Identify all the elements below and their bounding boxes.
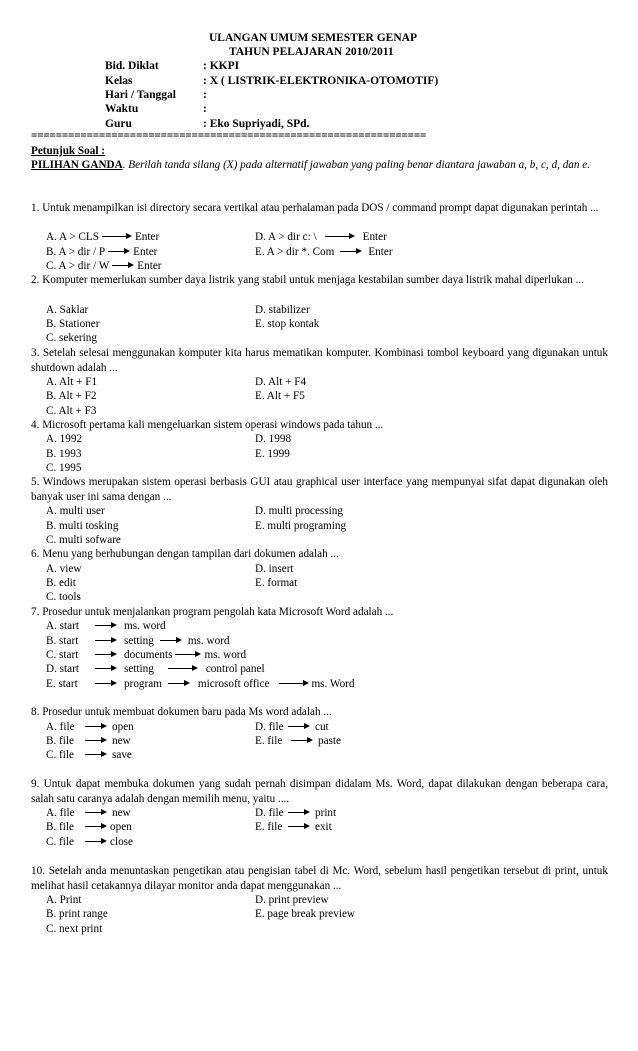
arrow-icon	[85, 750, 107, 760]
arrow-icon	[85, 808, 107, 818]
option-part: B. start	[46, 635, 79, 647]
instructions-paragraph	[31, 158, 608, 173]
question-2-option-e: E. stop kontak	[255, 318, 320, 330]
question-9-option-b	[46, 820, 132, 835]
option-part: exit	[315, 821, 332, 833]
option-part: microsoft office	[197, 678, 270, 690]
question-3-option-e: E. Alt + F5	[255, 390, 305, 402]
question-5-stem: 5. Windows merupakan sistem operasi berbasis GUI atau graphical user interface yang mempunyai sifat dapat digunakan oleh banyak user ini sama dengan ...	[31, 476, 608, 503]
option-part: B. file	[46, 735, 74, 747]
question-9-stem: 9. Untuk dapat membuka dokumen yang sudah pernah disimpan didalam Ms. Word, dapat dilakukan dengan beberapa cara, salah satu caranya adalah dengan memilih menu, yaitu ....	[31, 778, 608, 805]
arrow-icon	[95, 650, 117, 660]
instructions-text: . Berilah tanda silang (X) pada alternatif jawaban yang paling benar diantara jawaban a, b, c, d, dan e.	[122, 159, 591, 171]
question-10-option-a: A. Print	[46, 894, 82, 906]
arrow-icon	[288, 822, 310, 832]
option-part: program	[124, 678, 162, 690]
question-5-option-d: D. multi processing	[255, 505, 343, 517]
question-6-stem: 6. Menu yang berhubungan dengan tampilan dari dokumen adalah ...	[31, 548, 339, 560]
question-4-option-a: A. 1992	[46, 433, 83, 445]
arrow-icon	[168, 664, 198, 674]
question-9-option-a	[46, 806, 131, 821]
arrow-icon	[85, 736, 107, 746]
option-part: D. start	[46, 663, 79, 675]
option-part: E. file	[255, 821, 283, 833]
exam-year: TAHUN PELAJARAN 2010/2011	[229, 46, 394, 58]
option-part: save	[112, 749, 132, 761]
question-8-option-b	[46, 734, 131, 749]
question-5-option-e: E. multi programing	[255, 520, 347, 532]
option-part: B. file	[46, 821, 74, 833]
arrow-icon	[85, 822, 107, 832]
question-3-option-d: D. Alt + F4	[255, 376, 307, 388]
arrow-icon	[112, 261, 134, 271]
question-1-option-d	[255, 230, 387, 245]
arrow-icon	[288, 808, 310, 818]
question-7-option-e	[46, 677, 355, 692]
option-part: close	[110, 836, 133, 848]
question-6-option-d: D. insert	[255, 563, 294, 575]
arrow-icon	[102, 232, 132, 242]
exam-title: ULANGAN UMUM SEMESTER GENAP	[209, 32, 417, 44]
question-6-option-c: C. tools	[46, 591, 81, 603]
question-1-option-e	[255, 245, 393, 260]
question-2-option-c: C. sekering	[46, 332, 97, 344]
question-2-option-b: B. Stationer	[46, 318, 100, 330]
question-4-stem: 4. Microsoft pertama kali mengeluarkan sistem operasi windows pada tahun ...	[31, 419, 384, 431]
option-part: E. file	[255, 735, 283, 747]
question-3-option-c: C. Alt + F3	[46, 405, 97, 417]
option-part: Enter	[368, 246, 393, 258]
field-label-kelas: Kelas	[105, 75, 133, 87]
arrow-icon	[175, 650, 201, 660]
option-part: A. file	[46, 807, 75, 819]
question-7-option-c	[46, 648, 246, 663]
question-8-option-a	[46, 720, 134, 735]
question-8-option-c	[46, 748, 132, 763]
question-1-option-a	[46, 230, 159, 245]
option-part: ms. word	[204, 649, 247, 661]
field-value-bid-diklat: : KKPI	[203, 60, 240, 72]
arrow-icon	[168, 679, 190, 689]
field-label-bid-diklat: Bid. Diklat	[105, 60, 159, 72]
option-part: open	[112, 721, 134, 733]
question-9-option-e	[255, 820, 332, 835]
option-part: new	[112, 735, 131, 747]
option-part: ms. Word	[311, 678, 355, 690]
arrow-icon	[288, 722, 310, 732]
option-part: ms. word	[124, 620, 166, 632]
option-part: A. A > CLS	[46, 231, 99, 243]
instructions-heading: Petunjuk Soal :	[31, 145, 105, 157]
question-8-option-e	[255, 734, 341, 749]
header-separator: ================================================================	[31, 130, 427, 142]
option-part: E. start	[46, 678, 78, 690]
question-2-stem: 2. Komputer memerlukan sumber daya listrik yang stabil untuk menjaga kestabilan sumber daya listrik mahal diperlukan ...	[31, 274, 585, 286]
option-part: documents	[124, 649, 173, 661]
question-10-option-e: E. page break preview	[255, 908, 356, 920]
question-10-stem: 10. Setelah anda menuntaskan pengetikan atau pengisian tabel di Mc. Word, sebelum hasil pengetikan tersebut di print, untuk melihat hasil cetakannya dilayar monitor anda dapat menggunakan ...	[31, 865, 608, 892]
question-6-option-b: B. edit	[46, 577, 76, 589]
field-value-hari-tanggal: :	[203, 89, 207, 101]
question-5-option-a: A. multi user	[46, 505, 105, 517]
arrow-icon	[85, 722, 107, 732]
field-value-guru: : Eko Supriyadi, SPd.	[203, 118, 310, 130]
option-part: new	[112, 807, 131, 819]
option-part: D. A > dir c: \	[255, 231, 317, 243]
arrow-icon	[279, 679, 309, 689]
question-2-option-a: A. Saklar	[46, 304, 89, 316]
option-part: D. file	[255, 807, 284, 819]
question-7-option-b	[46, 634, 230, 649]
option-part: C. start	[46, 649, 79, 661]
option-part: B. A > dir / P	[46, 246, 106, 258]
option-part: setting	[124, 663, 154, 675]
arrow-icon	[95, 679, 117, 689]
option-part: D. file	[255, 721, 284, 733]
option-part: paste	[318, 735, 341, 747]
question-1-text: 1. Untuk menampilkan isi directory secara vertikal atau perhalaman pada DOS / command prompt dapat digunakan perintah ...	[31, 202, 599, 214]
question-7-option-d	[46, 662, 265, 677]
question-4-option-e: E. 1999	[255, 448, 290, 460]
question-1-option-b	[46, 245, 157, 260]
option-part: Enter	[137, 260, 162, 272]
option-part: Enter	[362, 231, 387, 243]
option-part: C. file	[46, 749, 74, 761]
question-3-stem: 3. Setelah selesai menggunakan komputer kita harus mematikan komputer. Kombinasi tombol keyboard yang digunakan untuk shutdown adalah ...	[31, 347, 608, 374]
option-part: Enter	[133, 246, 158, 258]
question-8-stem: 8. Prosedur untuk membuat dokumen baru pada Ms word adalah ...	[31, 706, 332, 718]
question-2-option-d: D. stabilizer	[255, 304, 310, 316]
arrow-icon	[95, 664, 117, 674]
question-5-option-c: C. multi sofware	[46, 534, 121, 546]
option-part: A. file	[46, 721, 75, 733]
question-9-option-d	[255, 806, 336, 821]
question-10-option-b: B. print range	[46, 908, 108, 920]
question-8-option-d	[255, 720, 329, 735]
field-label-hari-tanggal: Hari / Tanggal	[105, 89, 176, 101]
question-4-option-c: C. 1995	[46, 462, 82, 474]
question-10-option-c: C. next print	[46, 923, 103, 935]
question-3-option-a: A. Alt + F1	[46, 376, 98, 388]
arrow-icon	[85, 837, 107, 847]
option-part: print	[315, 807, 337, 819]
question-5-option-b: B. multi tosking	[46, 520, 119, 532]
question-1-stem	[31, 201, 608, 216]
option-part: control panel	[205, 663, 265, 675]
question-4-option-b: B. 1993	[46, 448, 82, 460]
arrow-icon	[108, 247, 130, 257]
arrow-icon	[340, 247, 362, 257]
field-label-waktu: Waktu	[105, 103, 139, 115]
field-value-waktu: :	[203, 103, 207, 115]
arrow-icon	[325, 232, 355, 242]
field-label-guru: Guru	[105, 118, 132, 130]
question-9-option-c	[46, 835, 133, 850]
question-7-stem: 7. Prosedur untuk menjalankan program pengolah kata Microsoft Word adalah ...	[31, 606, 394, 618]
arrow-icon	[95, 636, 117, 646]
option-part: C. file	[46, 836, 74, 848]
option-part: Enter	[134, 231, 160, 243]
question-6-option-a: A. view	[46, 563, 82, 575]
arrow-icon	[160, 636, 182, 646]
option-part: ms. word	[187, 635, 230, 647]
question-6-option-e: E. format	[255, 577, 298, 589]
arrow-icon	[291, 736, 313, 746]
option-part: A. start	[46, 620, 79, 632]
option-part: C. A > dir / W	[46, 260, 110, 272]
question-10-option-d: D. print preview	[255, 894, 329, 906]
question-4-option-d: D. 1998	[255, 433, 292, 445]
arrow-icon	[95, 621, 117, 631]
question-7-option-a	[46, 619, 166, 634]
question-3-option-b: B. Alt + F2	[46, 390, 97, 402]
option-part: setting	[124, 635, 154, 647]
question-type: PILIHAN GANDA	[31, 159, 123, 171]
option-part: cut	[315, 721, 329, 733]
question-1-option-c	[46, 259, 162, 274]
field-value-kelas: : X ( LISTRIK-ELEKTRONIKA-OTOMOTIF)	[203, 75, 439, 87]
option-part: open	[110, 821, 132, 833]
option-part: E. A > dir *. Com	[255, 246, 335, 258]
